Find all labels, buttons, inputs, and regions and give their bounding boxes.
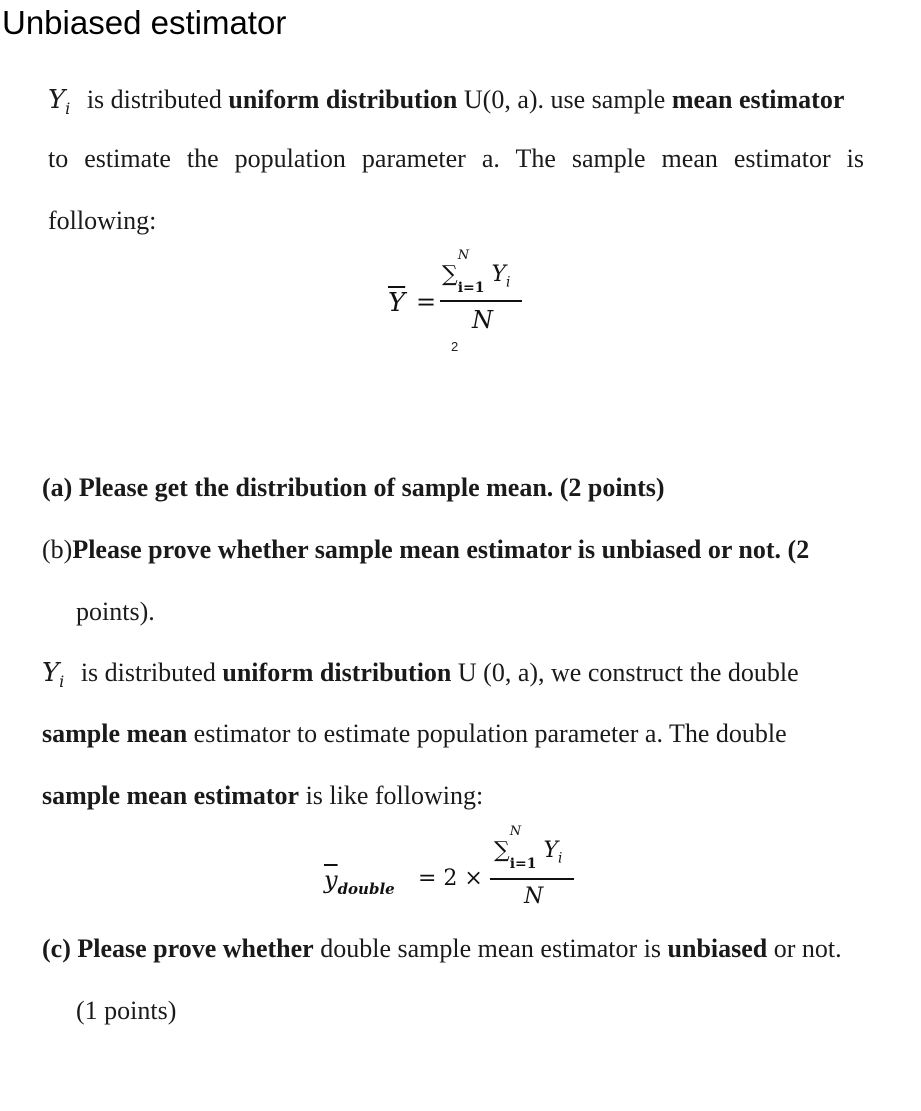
- question-b-line-1: (b)Please prove whether sample mean estimator is unbiased or not. (2: [42, 535, 810, 564]
- formula-numerator: ∑ N $_{i=1}$ $Y_i$: [442, 248, 511, 297]
- intro-line-3: following:: [48, 206, 157, 235]
- second-line-3: sample mean estimator is like following:: [42, 781, 484, 810]
- formula2-denominator: N: [524, 884, 544, 909]
- formula-equals: =: [416, 288, 437, 316]
- page-title: Unbiased estimator: [2, 4, 287, 41]
- fraction-bar: [440, 300, 522, 302]
- formula2-numerator: ∑ N $_{i=1}$ $Y_i$: [494, 824, 563, 873]
- formula-denominator: N: [472, 306, 493, 334]
- second-line-2: sample mean estimator to estimate population parameter a. The double: [42, 719, 787, 748]
- sum-symbol: ∑: [494, 838, 510, 863]
- var-y: $Y_i$: [48, 85, 71, 119]
- formula-lhs: $\overline{Y}$: [388, 288, 406, 318]
- equation-number: 2: [451, 339, 459, 354]
- fraction-bar-2: [490, 878, 574, 880]
- formula2-lhs: $\overline{y}_{double}$: [324, 866, 395, 898]
- question-a: [42, 472, 665, 504]
- var-y: $Y_i$: [42, 658, 65, 692]
- formula2-equals-times: = 2 ×: [418, 866, 483, 891]
- intro-line-1: $Y_i$ is distributed uniform distribution U(0, a). use sample mean estimator: [48, 85, 845, 119]
- intro-line-2: to estimate the population parameter a. The sample mean estimator is: [48, 144, 864, 173]
- sum-symbol: ∑: [442, 262, 458, 287]
- formula-sample-mean: [380, 248, 540, 342]
- formula-double-mean: [322, 824, 582, 916]
- question-c-line-1: (c) Please prove whether double sample mean estimator is unbiased or not.: [42, 934, 842, 963]
- question-b-line-2: points).: [76, 597, 155, 626]
- question-c-line-2: (1 points): [76, 996, 177, 1025]
- question-a-text: (a) Please get the distribution of sample mean. (2 points): [42, 473, 665, 502]
- second-line-1: $Y_i$ is distributed uniform distribution U (0, a), we construct the double: [42, 658, 799, 692]
